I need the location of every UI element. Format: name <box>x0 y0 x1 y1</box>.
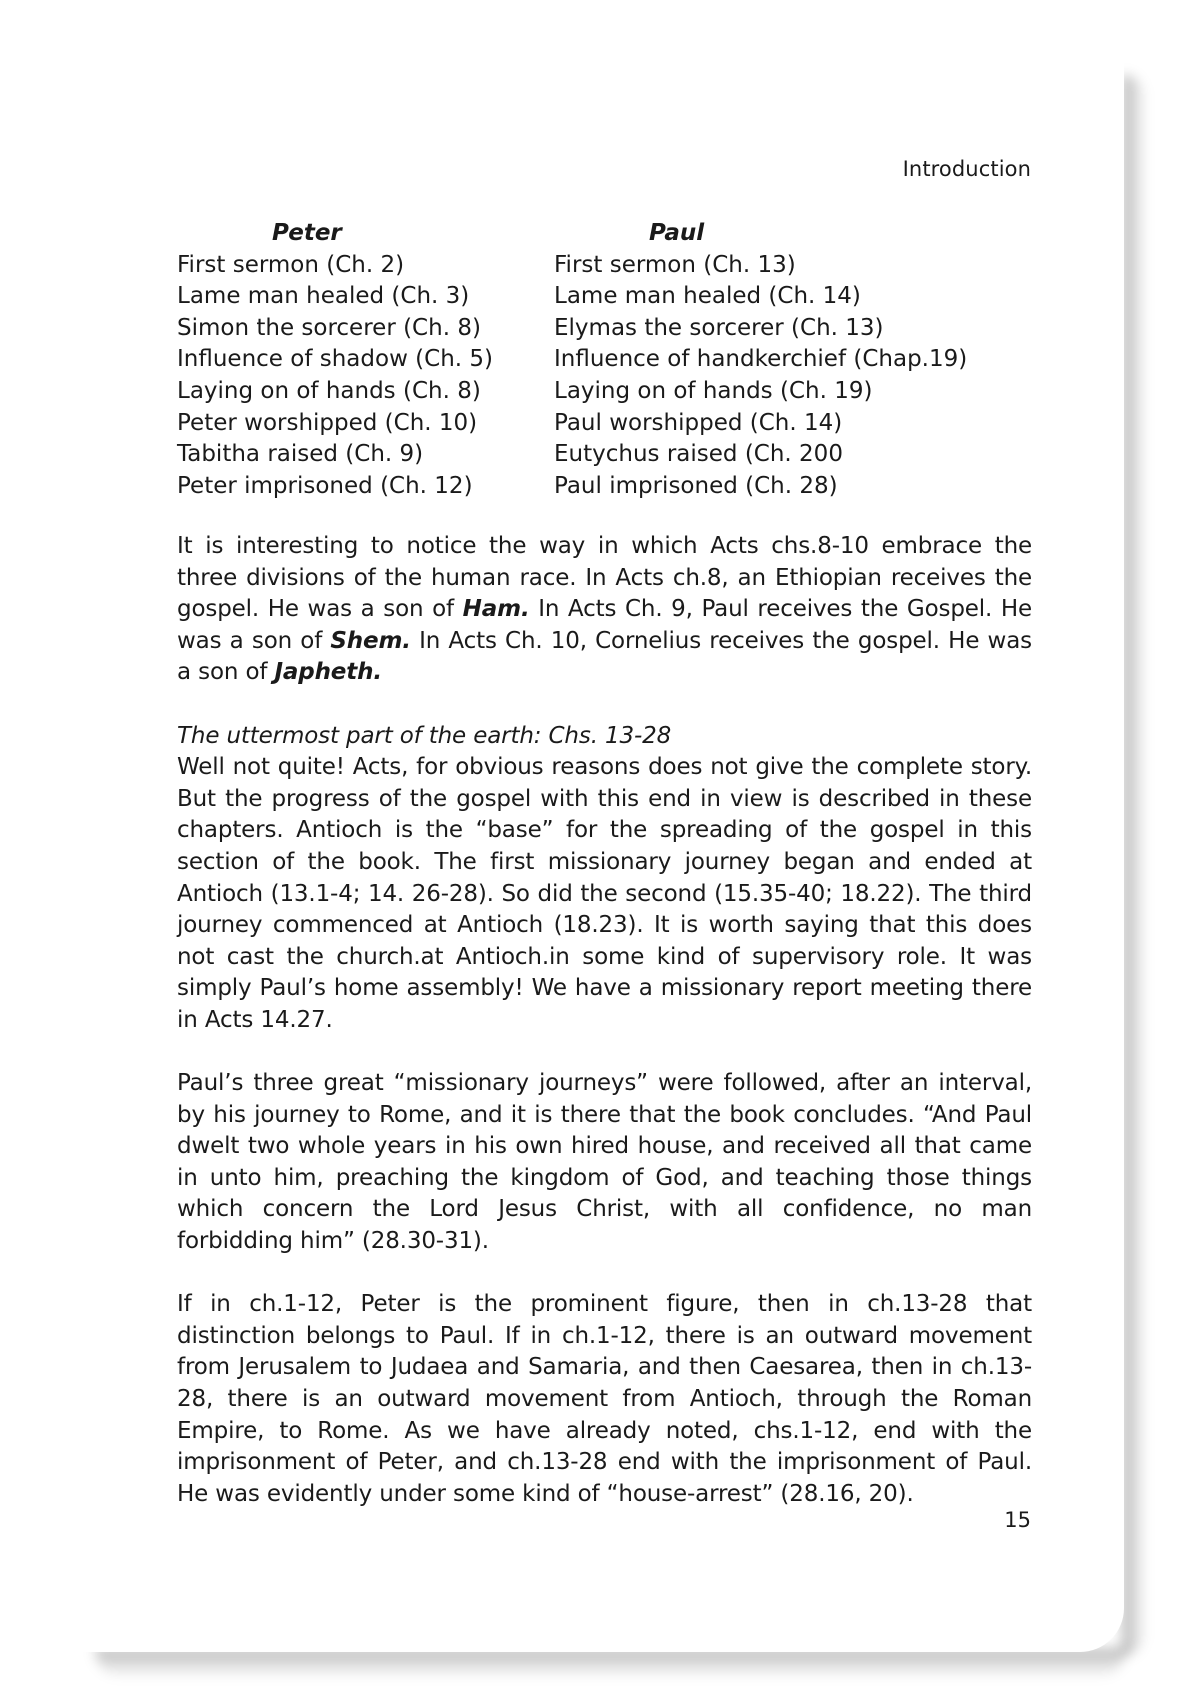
page-shadow-bottom <box>95 1648 1125 1678</box>
paul-cell: Eutychus raised (Ch. 200 <box>554 441 843 468</box>
comparison-row <box>177 281 1037 313</box>
page-number: 15 <box>1004 1508 1031 1532</box>
peter-cell: Laying on of hands (Ch. 8) <box>177 377 481 404</box>
comparison-row <box>177 471 1037 503</box>
paul-cell: Laying on of hands (Ch. 19) <box>554 377 873 404</box>
comparison-row <box>177 250 1037 282</box>
comparison-row <box>177 439 1037 471</box>
peter-cell: Lame man healed (Ch. 3) <box>177 283 470 310</box>
comparison-row <box>177 313 1037 345</box>
paragraph-divisions <box>177 531 1032 689</box>
paragraph-comparison: If in ch.1-12, Peter is the prominent figure, then in ch.13-28 that distinction belongs to Paul. If in ch.1-12, there is an outward movement from Jerusalem to Judaea and Samaria, and then Caesarea, then in ch.13-28, there is an outward movement from Antioch, through the Roman Empire, to Rome. As we have already noted, chs.1-12, end with the imprisonment of Peter, and ch.13-28 end with the imprisonment of Paul. He was evidently under some kind of “house-arrest” (28.16, 20). <box>177 1291 1032 1507</box>
paul-cell: Lame man healed (Ch. 14) <box>554 283 861 310</box>
paragraph-text: In Acts Ch. 10, Cornelius receives the gospel. He was a son of <box>177 627 1033 686</box>
emphasis-ham: Ham. <box>462 596 530 623</box>
comparison-header-row <box>177 218 1037 250</box>
peter-cell: Simon the sorcerer (Ch. 8) <box>177 314 481 341</box>
emphasis-shem: Shem. <box>330 627 411 654</box>
section-heading: The uttermost part of the earth: Chs. 13-28 <box>177 722 672 749</box>
peter-cell: First sermon (Ch. 2) <box>177 251 405 278</box>
paul-cell: Influence of handkerchief (Chap.19) <box>554 346 968 373</box>
paragraph-text: Well not quite! Acts, for obvious reasons does not give the complete story. But the progress of the gospel with this end in view is described in these chapters. Antioch is the “base” for the spreading of the gospel in this section of the book. The first missionary journey began and ended at Antioch (13.1-4; 14. 26-28). So did the second (15.35-40; 18.22). The third journey commenced at Antioch (18.23). It is worth saying that this does not cast the church.at Antioch.in some kind of supervisory role. It was simply Paul’s home assembly! We have a missionary report meeting there in Acts 14.27. <box>177 754 1032 1033</box>
paragraph-text: It is interesting to notice the way in which Acts chs.8-10 embrace the three divisions of the human race. In Acts ch.8, an Ethiopian receives the gospel. He was a son of <box>177 533 1032 623</box>
paragraph-section-intro <box>177 721 1032 1037</box>
comparison-row <box>177 376 1037 408</box>
comparison-row <box>177 344 1037 376</box>
paragraph-text: In Acts Ch. 9, Paul receives the Gospel. He was a son of <box>177 596 1032 654</box>
peter-cell: Peter worshipped (Ch. 10) <box>177 409 478 436</box>
peter-cell: Influence of shadow (Ch. 5) <box>177 346 494 373</box>
peter-cell: Peter imprisoned (Ch. 12) <box>177 472 473 499</box>
paragraph-journeys: Paul’s three great “missionary journeys” were followed, after an interval, by his journey to Rome, and it is there that the book concludes. “And Paul dwelt two whole years in his own hired house, and received all that came in unto him, preaching the kingdom of God, and teaching those things which concern the Lord Jesus Christ, with all confidence, no man forbidding him” (28.30-31). <box>177 1070 1032 1255</box>
peter-cell: Tabitha raised (Ch. 9) <box>177 441 424 468</box>
page-shadow-right <box>1122 75 1146 1655</box>
running-header: Introduction <box>902 157 1031 181</box>
comparison-row <box>177 408 1037 440</box>
peter-heading: Peter <box>272 220 342 246</box>
emphasis-japheth: Japheth. <box>274 659 382 686</box>
paul-cell: Elymas the sorcerer (Ch. 13) <box>554 314 884 341</box>
paul-cell: Paul imprisoned (Ch. 28) <box>554 472 838 499</box>
paul-cell: Paul worshipped (Ch. 14) <box>554 409 843 436</box>
peter-paul-comparison <box>177 218 1037 502</box>
paul-cell: First sermon (Ch. 13) <box>554 251 796 278</box>
body-text <box>177 531 1032 1542</box>
paul-heading: Paul <box>649 220 705 246</box>
